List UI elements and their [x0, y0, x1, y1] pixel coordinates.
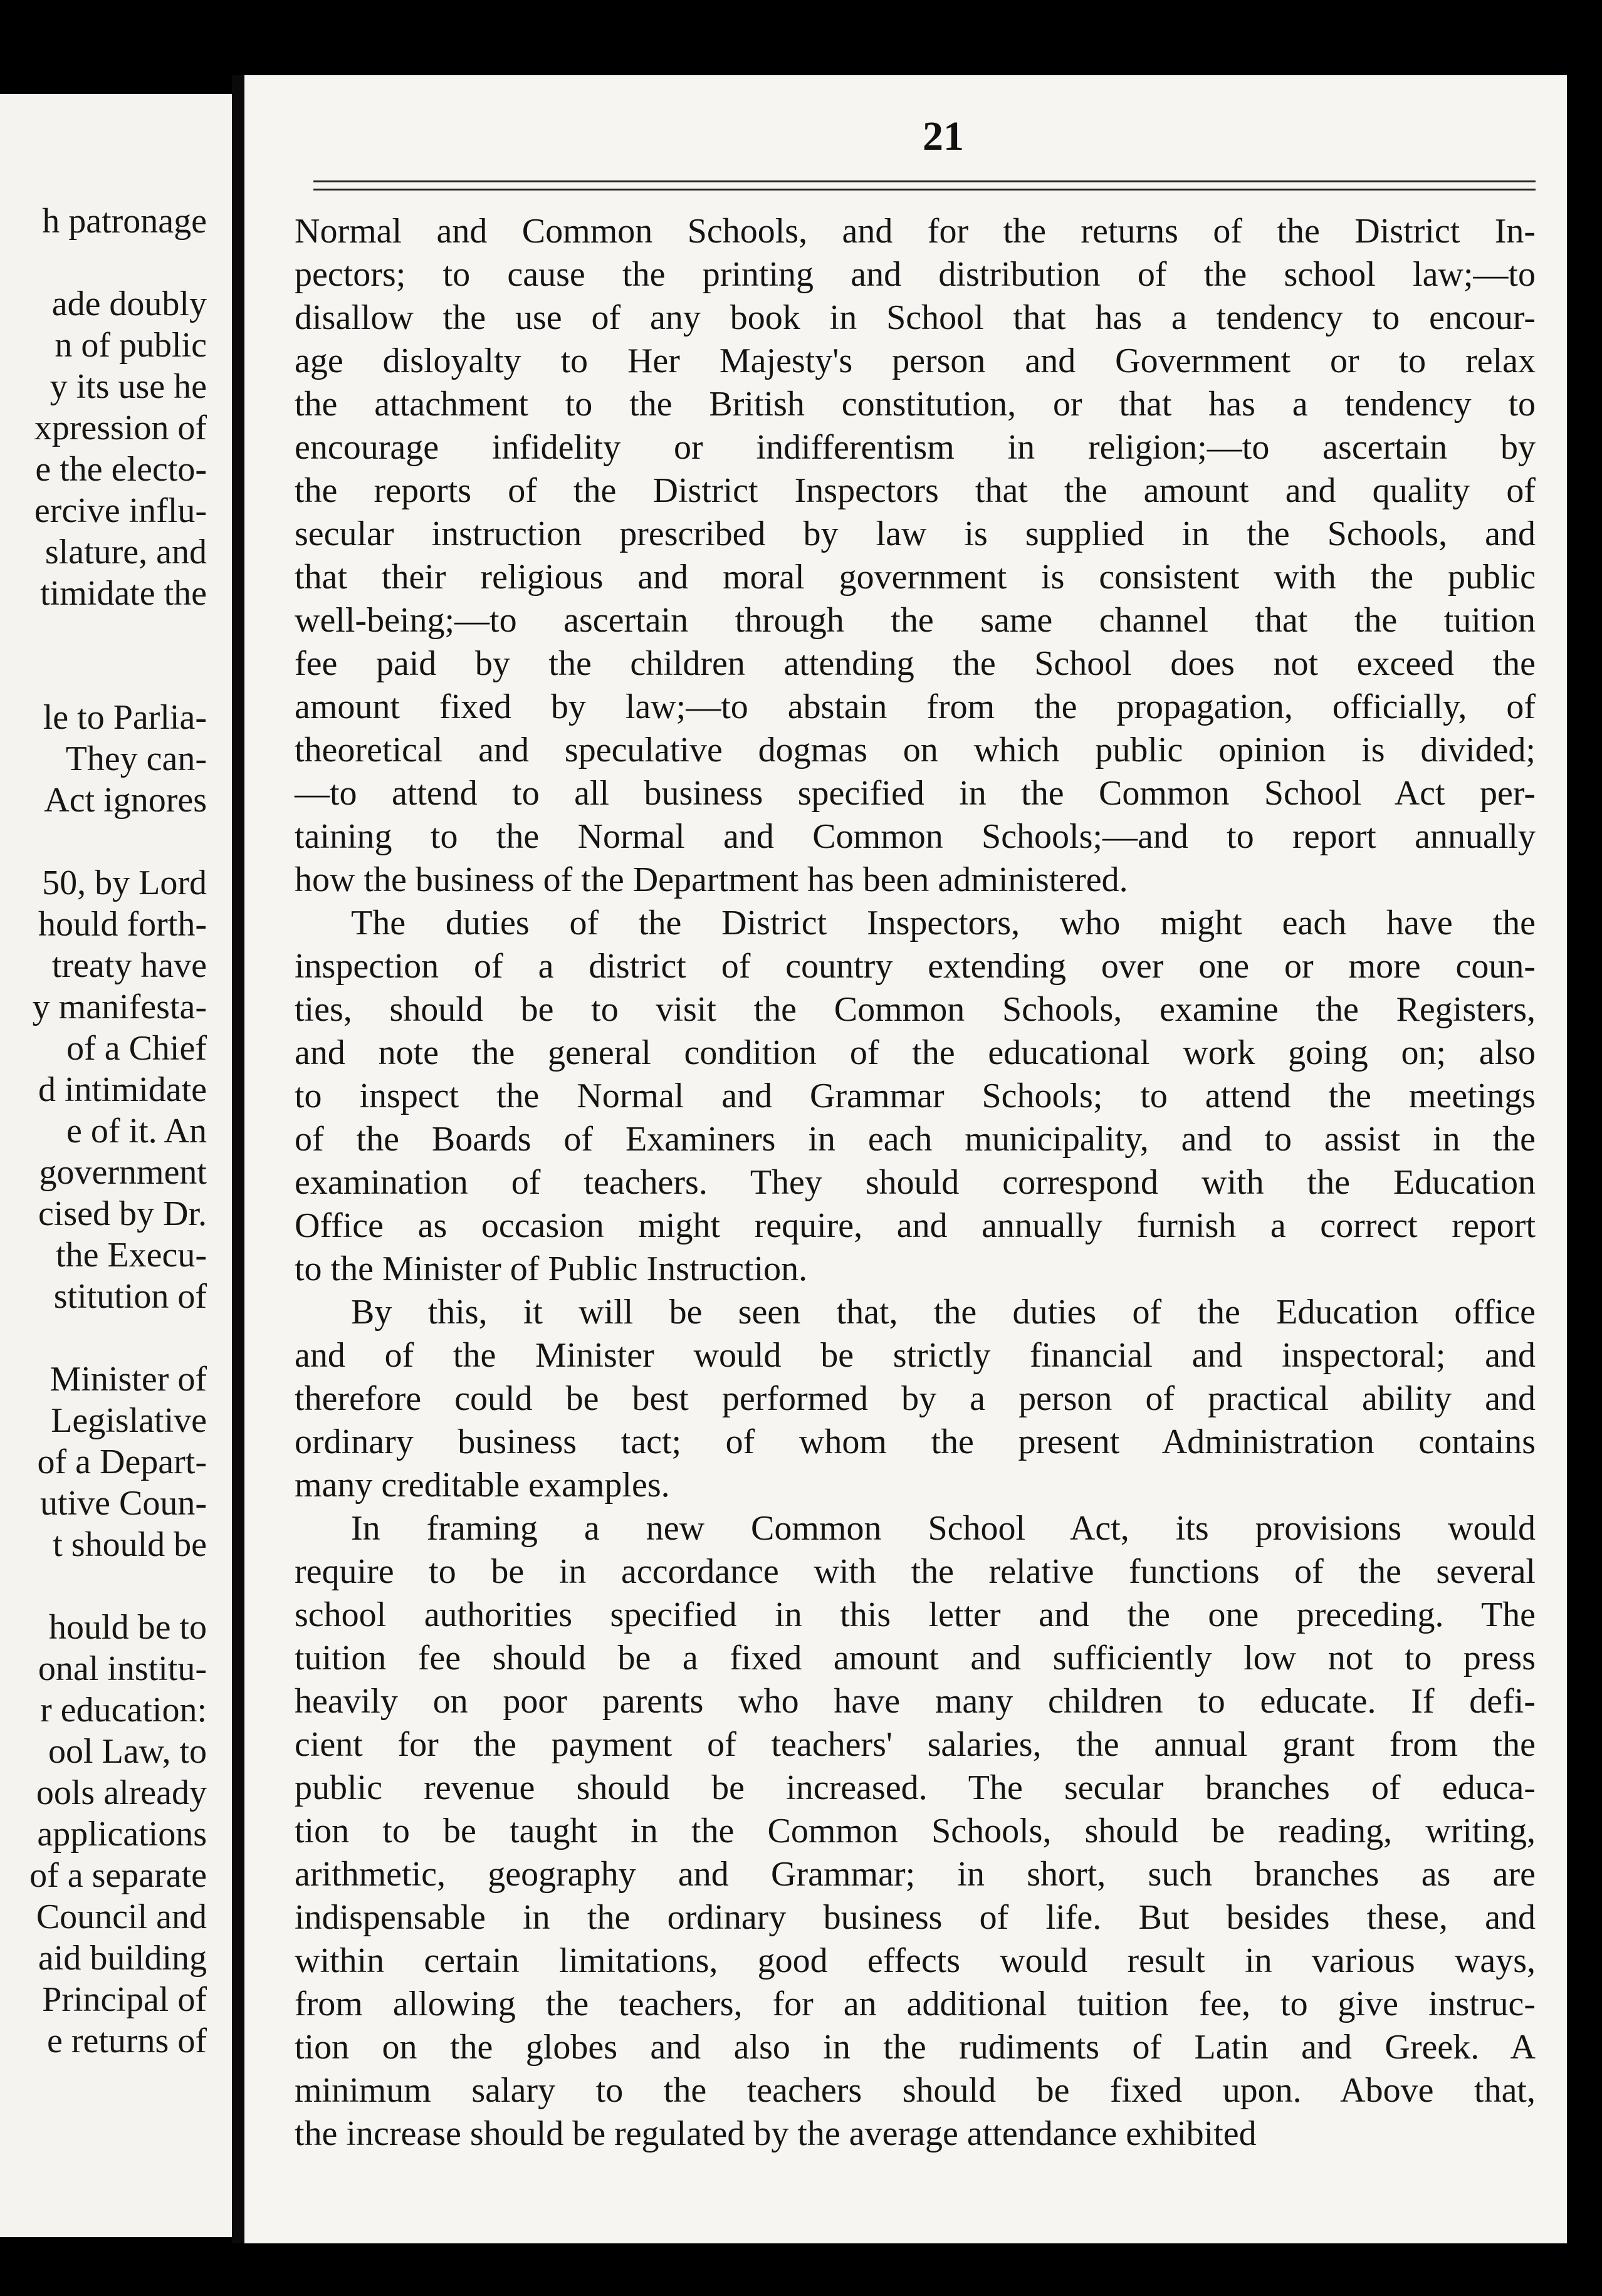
text-line: public revenue should be increased. The secular branches of educa- [295, 1768, 1536, 1807]
text-line: from allowing the teachers, for an additional tuition fee, to give instruc- [295, 1985, 1536, 2023]
left-page-line: slature, and [45, 533, 207, 571]
text-line: tion to be taught in the Common Schools, should be reading, writing, [295, 1812, 1536, 1850]
text-line: arithmetic, geography and Grammar; in short, such branches as are [295, 1855, 1536, 1894]
left-page-line: Minister of [50, 1360, 207, 1399]
text-line: Office as occasion might require, and annually furnish a correct report [295, 1206, 1536, 1245]
left-page-line: e of it. An [66, 1112, 207, 1151]
text-line: the attachment to the British constitution, or that has a tendency to [295, 385, 1536, 424]
left-page-line: e returns of [46, 2022, 207, 2060]
text-line: and of the Minister would be strictly financial and inspectoral; and [295, 1336, 1536, 1375]
text-line: disallow the use of any book in School that has a tendency to encour- [295, 298, 1536, 337]
left-page-line [0, 242, 207, 283]
left-page-line: timidate the [40, 574, 207, 613]
text-line: By this, it will be seen that, the duties of the Education office [351, 1293, 1536, 1332]
text-line: inspection of a district of country extending over one or more coun- [295, 947, 1536, 986]
text-line: school authorities specified in this letter and the one preceding. The [295, 1595, 1536, 1634]
paragraph [295, 1291, 1536, 1507]
text-line: therefore could be best performed by a person of practical ability and [295, 1379, 1536, 1418]
left-page-line: y manifesta- [32, 988, 207, 1026]
text-line: the reports of the District Inspectors that the amount and quality of [295, 471, 1536, 510]
left-page-line: stitution of [53, 1277, 207, 1316]
text-line: of the Boards of Examiners in each municipality, and to assist in the [295, 1120, 1536, 1159]
text-line: require to be in accordance with the relative functions of the several [295, 1552, 1536, 1591]
left-page-line: r education: [40, 1691, 207, 1730]
left-page-line: Principal of [42, 1980, 207, 2019]
text-line: tuition fee should be a fixed amount and sufficiently low not to press [295, 1639, 1536, 1678]
text-line: minimum salary to the teachers should be fixed upon. Above that, [295, 2071, 1536, 2110]
left-page-line: le to Parlia- [43, 698, 207, 737]
left-page-line: y its use he [50, 367, 207, 406]
main-text-body [295, 210, 1536, 2156]
left-page-line: onal institu- [38, 1649, 207, 1688]
text-line: indispensable in the ordinary business of life. But besides these, and [295, 1898, 1536, 1937]
text-line: how the business of the Department has been administered. [295, 860, 1128, 899]
text-line: age disloyalty to Her Majesty's person and Government or to relax [295, 342, 1536, 380]
left-page-line: hould forth- [38, 905, 207, 944]
left-page-line: Council and [36, 1897, 207, 1936]
left-page-line: applications [37, 1815, 207, 1854]
left-page-line: utive Coun- [40, 1484, 207, 1523]
left-page-line: aid building [38, 1939, 207, 1978]
left-page-line: Legislative [51, 1401, 207, 1440]
text-line: tion on the globes and also in the rudiments of Latin and Greek. A [295, 2028, 1536, 2067]
text-line: ordinary business tact; of whom the present Administration contains [295, 1422, 1536, 1461]
left-page-line: d intimidate [38, 1070, 207, 1109]
header-double-rule [313, 180, 1536, 190]
left-page-line [0, 655, 207, 697]
text-line: many creditable examples. [295, 1466, 670, 1505]
left-page-line [0, 1317, 207, 1359]
left-page-fragment [0, 94, 232, 2237]
text-line: encourage infidelity or indifferentism in religion;—to ascertain by [295, 428, 1536, 467]
left-page-line: 50, by Lord [42, 864, 207, 902]
left-page-line: n of public [55, 326, 207, 365]
text-line: the increase should be regulated by the average attendance exhibited [295, 2114, 1257, 2153]
left-page-line: government [39, 1153, 207, 1192]
left-page-line: ade doubly [51, 284, 207, 323]
text-line: —to attend to all business specified in the Common School Act per- [295, 774, 1536, 813]
left-page-text [0, 201, 207, 2062]
left-page-line [0, 1565, 207, 1607]
text-line: amount fixed by law;—to abstain from the propagation, officially, of [295, 687, 1536, 726]
left-page-line: ools already [36, 1773, 207, 1812]
right-page [244, 75, 1567, 2243]
left-page-line: Act ignores [44, 781, 207, 820]
left-page-line: xpression of [34, 409, 207, 447]
text-line: Normal and Common Schools, and for the returns of the District In- [295, 212, 1536, 251]
left-page-line: h patronage [42, 202, 207, 241]
left-page-line: of a Chief [66, 1029, 207, 1068]
text-line: well-being;—to ascertain through the same channel that the tuition [295, 601, 1536, 640]
text-line: taining to the Normal and Common Schools;—and to report annually [295, 817, 1536, 856]
text-line: to the Minister of Public Instruction. [295, 1250, 808, 1288]
left-page-line: the Execu- [56, 1236, 207, 1275]
text-line: and note the general condition of the educational work going on; also [295, 1033, 1536, 1072]
left-page-line: ercive influ- [34, 491, 207, 530]
text-line: pectors; to cause the printing and distribution of the school law;—to [295, 255, 1536, 294]
paragraph [295, 210, 1536, 902]
text-line: within certain limitations, good effects would result in various ways, [295, 1941, 1536, 1980]
paragraph [295, 902, 1536, 1291]
left-page-line [0, 821, 207, 862]
text-line: In framing a new Common School Act, its provisions would [351, 1509, 1536, 1548]
left-page-line: of a Depart- [37, 1443, 207, 1481]
text-line: ties, should be to visit the Common Schools, examine the Registers, [295, 990, 1536, 1029]
left-page-line: e the electo- [35, 450, 207, 489]
left-page-line: treaty have [51, 946, 207, 985]
left-page-line: t should be [53, 1525, 207, 1564]
text-line: secular instruction prescribed by law is supplied in the Schools, and [295, 514, 1536, 553]
left-page-line: hould be to [49, 1608, 207, 1647]
left-page-line: of a separate [29, 1856, 207, 1895]
text-line: examination of teachers. They should correspond with the Education [295, 1163, 1536, 1202]
text-line: to inspect the Normal and Grammar Schools; to attend the meetings [295, 1077, 1536, 1115]
text-line: cient for the payment of teachers' salaries, the annual grant from the [295, 1725, 1536, 1764]
book-spine [232, 75, 244, 2243]
paragraph [295, 1507, 1536, 2156]
text-line: that their religious and moral government is consistent with the public [295, 558, 1536, 597]
left-page-line: ool Law, to [48, 1732, 207, 1771]
text-line: heavily on poor parents who have many children to educate. If defi- [295, 1682, 1536, 1721]
left-page-line [0, 614, 207, 655]
text-line: theoretical and speculative dogmas on which public opinion is divided; [295, 731, 1536, 770]
text-line: The duties of the District Inspectors, who might each have the [351, 904, 1536, 942]
left-page-line: They can- [65, 739, 207, 778]
left-page-line: cised by Dr. [38, 1194, 207, 1233]
page-number: 21 [923, 113, 964, 159]
text-line: fee paid by the children attending the School does not exceed the [295, 644, 1536, 683]
